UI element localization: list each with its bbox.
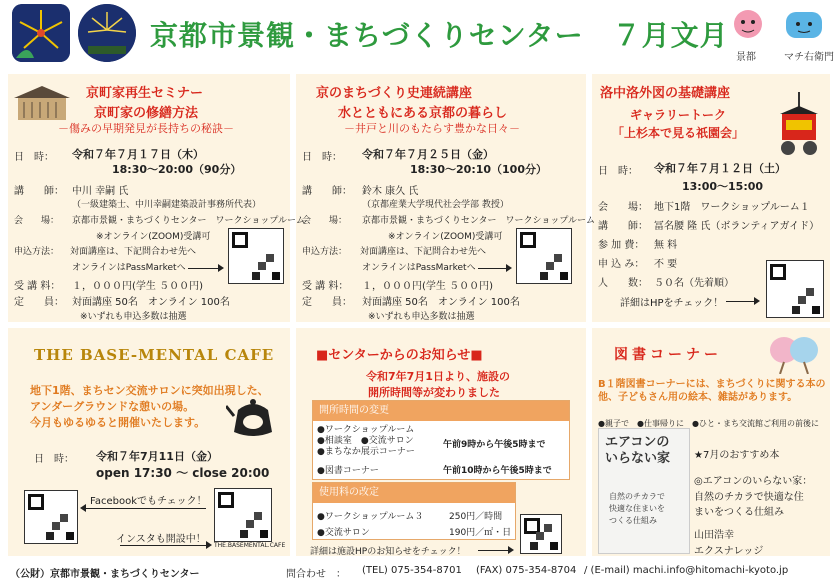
seminar-date-label: 日 時： [14,152,54,163]
seminar-lecturer: 中川 幸嗣 氏 [72,186,129,197]
library-pick-desc1: 自然のチカラで快適な住 [694,492,804,503]
history-apply-label: 申込方法： [302,247,348,257]
fee-row-2-value: 190円／㎡・日 [449,528,512,538]
footer-contact-label: 問合わせ ： [286,569,346,580]
cafe-desc1: 地下1階、まちセン交流サロンに突如出現した、 [30,384,269,397]
seminar-subsubtitle: －傷みの早期発見が長持ちの秘訣－ [58,122,234,135]
history-heading: 京のまちづくり史連続講座 [316,86,472,101]
seminar-note: ※いずれも申込多数は抽選 [80,312,187,322]
seminar-fee: １，０００円(学生 ５００円) [72,281,203,292]
rakuchu-qr-code[interactable] [766,260,824,318]
cafe-time: open 17:30 ～ close 20:00 [96,466,270,480]
rakuchu-apply-label: 申 込 み： [598,259,645,270]
footer-tel: (TEL) 075-354-8701 [362,565,462,576]
hours-row-1-name: ●ワークショップルーム ●相談室 ●交流サロン ●まちなか展示コーナー [317,425,415,457]
book-title: エアコンの いらない家 [605,435,671,466]
history-apply-online: オンラインはPassMarketへ [362,263,476,273]
notice-lead1: 令和7年7月1日より、施設の [366,370,510,383]
notice-arrow [478,550,512,551]
page-title: 京都市景観・まちづくりセンター ７月文月 [150,19,729,52]
footer-email[interactable]: / (E-mail) machi.info@hitomachi-kyoto.jp [584,565,789,576]
mascot2-label: マチ右衛門 [784,52,834,63]
library-pick-title: ◎エアコンのいらない家： [694,476,813,487]
firework-icon [12,4,70,62]
history-subsubtitle: －井戸と川のもたらす豊かな日々－ [344,122,520,135]
seminar-lecturer-label: 講 師： [14,186,64,197]
seminar-fee-label: 受 講 料： [14,281,61,292]
footer [0,560,839,582]
library-author: 山田浩幸 [694,530,734,541]
header [0,0,839,72]
fee-title: 使用料の改定 [313,483,515,503]
cafe-insta-link[interactable]: インスタも開設中！ [116,534,206,545]
kettle-icon [226,394,280,440]
seminar-venue-label: 会 場： [14,216,60,226]
fee-row-1-value: 250円／時間 [449,512,503,522]
seminar-date: 令和７年７月１７日（木） [72,148,204,161]
rakuchu-subtitle2: 「上杉本で見る祇園会」 [612,126,745,140]
library-heading: 図書コーナー [614,347,722,363]
history-lecturer-label: 講 師： [302,186,352,197]
rakuchu-apply: 不 要 [654,259,678,270]
cafe-heading: THE BASE-MENTAL CAFE [34,346,275,364]
history-venue: 京都市景観・まちづくりセンター ワークショップルーム [362,216,596,226]
history-fee: １，０００円(学生 ５００円) [362,281,493,292]
notice-detail-link[interactable]: 詳細は施設HPのお知らせをチェック！ [310,547,466,557]
footer-org: （公財）京都市景観・まちづくりセンター [10,569,200,580]
cafe-desc3: 今月もゆるゆると開催いたします。 [30,416,206,429]
history-fee-label: 受 講 料： [302,281,349,292]
history-subtitle: 水とともにある京都の暮らし [338,106,508,121]
seminar-arrow [188,268,222,269]
cafe-date-label: 日 時： [34,454,74,465]
cafe-desc2: アンダーグラウンドな憩いの場。 [30,400,195,413]
rakuchu-heading: 洛中洛外図の基礎講座 [600,86,731,101]
library-pick-desc2: まいをつくる仕組み [694,507,784,518]
seminar-capacity-label: 定 員： [14,297,64,308]
rakuchu-arrow [726,301,758,302]
history-apply: 対面講座は、下記問合わせ先へ [360,247,487,257]
rakuchu-detail-link[interactable]: 詳細はHPをチェック！ [620,298,724,309]
uchiwa-fan-icon [764,334,826,374]
hours-row-2-name: ●図書コーナー [317,466,379,476]
rakuchu-date-label: 日 時： [598,166,638,177]
hours-row-2-value: 午前10時から午後5時まで [443,466,552,476]
mascot-keito-icon [726,6,770,42]
seminar-venue: 京都市景観・まちづくりセンター ワークショップルーム [72,216,306,226]
machiya-house-icon [12,84,72,122]
seminar-time: 18:30～20:00（90分） [112,163,242,176]
cafe-facebook-link[interactable]: Facebookでもチェック！ [90,496,207,507]
history-date-label: 日 時： [302,152,342,163]
history-capacity: 対面講座 50名 オンライン 100名 [362,297,520,308]
notice-qr-code[interactable] [520,514,562,554]
rakuchu-people: ５０名（先着順） [654,278,734,289]
facebook-arrow [82,508,206,509]
seminar-lecturer-detail: （一級建築士、中川幸嗣建築設計事務所代表） [72,200,262,210]
hours-box [312,400,570,480]
seminar-subtitle: 京町家の修繕方法 [94,106,199,121]
seminar-apply-online: オンラインはPassMarketへ [72,263,186,273]
rakuchu-lecturer: 冨名腰 隆 氏（ボランティアガイド） [654,221,820,232]
history-arrow [478,268,510,269]
history-qr-code[interactable] [516,228,572,284]
history-time: 18:30～20:10（100分） [410,163,547,176]
hours-row-1-value: 午前9時から午後5時まで [443,440,546,450]
fee-box [312,482,516,540]
book-subtitle: 自然のチカラで 快適な住まいを つくる仕組み [609,492,665,525]
instagram-qr-code[interactable] [214,488,272,542]
history-lecturer: 鈴木 康久 氏 [362,186,419,197]
seminar-online: ※オンライン(ZOOM)受講可 [96,232,211,242]
history-capacity-label: 定 員： [302,297,352,308]
fireworks-night-icon [78,4,136,62]
rakuchu-subtitle1: ギャラリートーク [630,108,727,122]
history-venue-label: 会 場： [302,216,348,226]
library-pick-label: ★7月のおすすめ本 [694,450,780,461]
rakuchu-lecturer-label: 講 師： [598,221,648,232]
insta-arrow [120,545,210,546]
facebook-qr-code[interactable] [24,490,78,544]
mascot1-label: 景都 [736,52,756,63]
library-tags: ●親子で ●仕事帰りに ●ひと・まち交流館ご利用の前後に [598,419,819,428]
seminar-capacity: 対面講座 50名 オンライン 100名 [72,297,230,308]
library-desc: B１階図書コーナーには、まちづくりに関する本の他、子どもさん用の絵本、雑誌があります。 [598,379,826,403]
seminar-apply: 対面講座は、下記問合わせ先へ [70,247,197,257]
notice-lead2: 開所時間等が変わりました [368,386,500,399]
fee-row-1-name: ●ワークショップルーム３ [317,512,424,522]
gion-float-icon [772,92,826,158]
rakuchu-venue-label: 会 場： [598,202,648,213]
hours-title: 開所時間の変更 [313,401,569,421]
history-date: 令和７年７月２５日（金） [362,148,494,161]
rakuchu-date: 令和７年７月１２日（土） [654,162,786,175]
footer-fax: (FAX) 075-354-8704 [476,565,577,576]
seminar-apply-label: 申込方法： [14,247,60,257]
library-publisher: エクスナレッジ [694,546,764,557]
rakuchu-time: 13:00～15:00 [682,180,764,193]
history-lecturer-detail: （京都産業大学現代社会学部 教授） [362,200,509,210]
seminar-heading: 京町家再生セミナー [86,86,204,101]
book-cover [598,428,690,554]
seminar-qr-code[interactable] [228,228,284,284]
rakuchu-venue: 地下1階 ワークショップルーム１ [654,202,810,213]
fee-row-2-name: ●交流サロン [317,528,370,538]
rakuchu-fee-label: 参 加 費： [598,240,645,251]
notice-heading: ■センターからのお知らせ■ [316,348,483,363]
cafe-qr-caption: THE.BASEMENTAL.CAFE [214,542,286,549]
rakuchu-fee: 無 料 [654,240,678,251]
rakuchu-people-label: 人 数： [598,278,648,289]
cafe-date: 令和７年7月11日（金） [96,450,218,463]
mascot-machiemon-icon [780,6,828,42]
history-note: ※いずれも申込多数は抽選 [368,312,475,322]
history-online: ※オンライン(ZOOM)受講可 [388,232,503,242]
